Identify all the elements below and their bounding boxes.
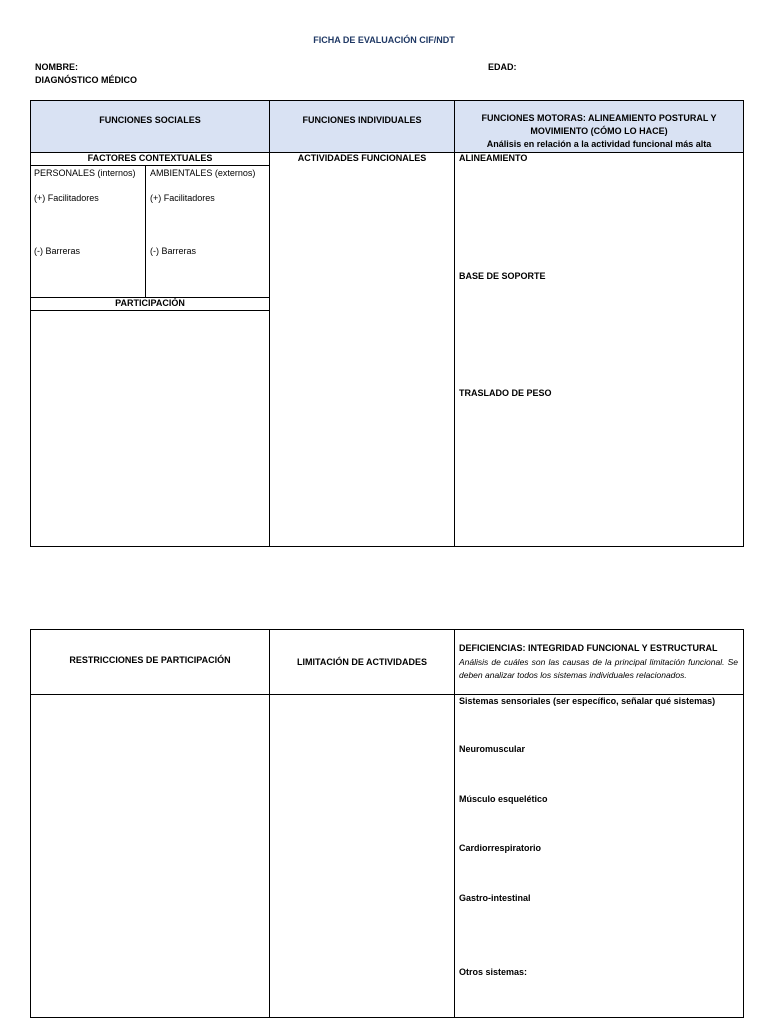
actividades-funcionales-label: ACTIVIDADES FUNCIONALES bbox=[297, 153, 427, 163]
header-deficiencias: DEFICIENCIAS: INTEGRIDAD FUNCIONAL Y ESTRUCTURAL bbox=[459, 643, 718, 653]
header-motoras-line3: Análisis en relación a la actividad funcional más alta bbox=[486, 139, 712, 149]
personales-facilitadores: (+) Facilitadores bbox=[34, 193, 99, 203]
table-evaluation-functions bbox=[30, 100, 744, 547]
gastro-intestinal-label: Gastro-intestinal bbox=[459, 893, 531, 903]
otros-sistemas-label: Otros sistemas: bbox=[459, 967, 528, 977]
sistemas-sensoriales-label: Sistemas sensoriales (ser específico, señalar qué sistemas) bbox=[459, 696, 716, 706]
ambientales-label: AMBIENTALES (externos) bbox=[150, 168, 256, 178]
header-limitacion: LIMITACIÓN DE ACTIVIDADES bbox=[297, 657, 427, 667]
table1-col-divider-2 bbox=[454, 100, 455, 547]
edad-label: EDAD: bbox=[488, 62, 517, 72]
header-restricciones: RESTRICCIONES DE PARTICIPACIÓN bbox=[69, 655, 231, 665]
participacion-bottom-divider bbox=[30, 310, 270, 311]
table2-col-divider-2 bbox=[454, 629, 455, 1018]
traslado-peso-label: TRASLADO DE PESO bbox=[459, 388, 552, 398]
base-soporte-label: BASE DE SOPORTE bbox=[459, 271, 546, 281]
ambientales-facilitadores: (+) Facilitadores bbox=[150, 193, 215, 203]
table1-col-divider-1 bbox=[269, 100, 270, 547]
nombre-label: NOMBRE: bbox=[35, 62, 78, 72]
ambientales-barreras: (-) Barreras bbox=[150, 246, 197, 256]
musculo-esqueletico-label: Músculo esquelético bbox=[459, 794, 548, 804]
neuromuscular-label: Neuromuscular bbox=[459, 744, 526, 754]
header-motoras-line1: FUNCIONES MOTORAS: ALINEAMIENTO POSTURAL Y bbox=[481, 113, 717, 123]
participacion-label: PARTICIPACIÓN bbox=[115, 298, 185, 308]
table2-header-divider bbox=[30, 694, 744, 695]
table2-col-divider-1 bbox=[269, 629, 270, 1018]
personales-barreras: (-) Barreras bbox=[34, 246, 81, 256]
header-funciones-individuales: FUNCIONES INDIVIDUALES bbox=[302, 115, 422, 125]
deficiencias-note: Análisis de cuáles son las causas de la principal limitación funcional. Se deben analizar todos los sistemas individuales relacionados. bbox=[459, 657, 738, 680]
alineamiento-label: ALINEAMIENTO bbox=[459, 153, 528, 163]
factores-contextuales-label: FACTORES CONTEXTUALES bbox=[87, 153, 213, 163]
factores-col-divider bbox=[145, 165, 146, 297]
personales-label: PERSONALES (internos) bbox=[34, 168, 136, 178]
diagnostico-label: DIAGNÓSTICO MÉDICO bbox=[35, 75, 138, 85]
table-deficiencias bbox=[30, 629, 744, 1018]
factores-divider bbox=[30, 165, 270, 166]
header-motoras-line2: MOVIMIENTO (CÓMO LO HACE) bbox=[530, 126, 668, 136]
header-funciones-sociales: FUNCIONES SOCIALES bbox=[99, 115, 201, 125]
document-title: FICHA DE EVALUACIÓN CIF/NDT bbox=[313, 35, 455, 45]
cardiorrespiratorio-label: Cardiorrespiratorio bbox=[459, 843, 542, 853]
